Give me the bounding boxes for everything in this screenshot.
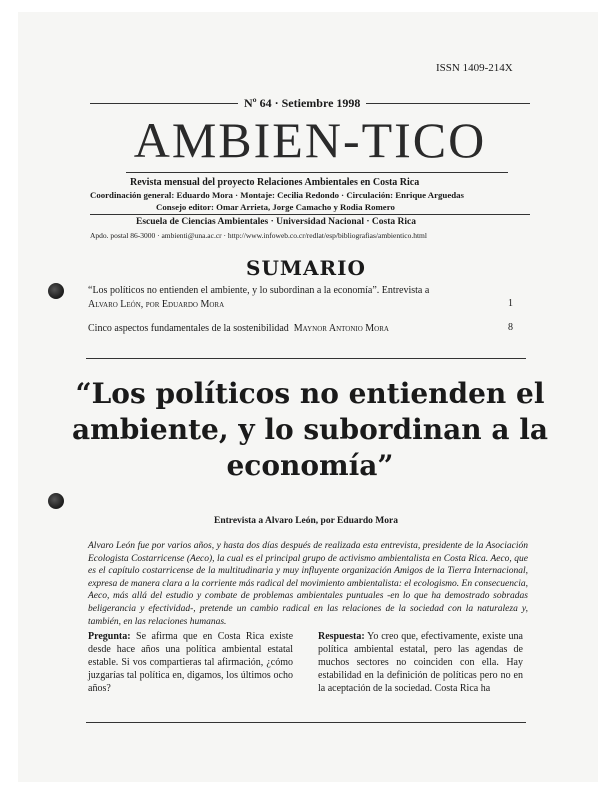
toc-item-page: 1: [508, 298, 513, 309]
punch-hole-top: [48, 283, 64, 299]
answer-label: Respuesta:: [318, 631, 365, 642]
issue-number-date: Nº 64 · Setiembre 1998: [238, 96, 366, 111]
masthead-title: AMBIEN-TICO: [133, 112, 487, 168]
article-title-line: ambiente, y lo subordinan a la: [71, 413, 549, 446]
toc-item-title: “Los políticos no entienden el ambiente, y lo subordinan a la economía”. Entrevista a: [88, 285, 430, 296]
footer-rule: [86, 722, 526, 723]
contact-line: Apdo. postal 86-3000 · ambienti@una.ac.cr · http://www.infoweb.co.cr/redlat/esp/bibliografias/ambientico.html: [90, 231, 427, 240]
issue-line: [90, 96, 530, 110]
punch-hole-bottom: [48, 493, 64, 509]
question-column: [88, 630, 293, 695]
credits-editorial-board: Consejo editor: Omar Arrieta, Jorge Camacho y Rodia Romero: [156, 202, 395, 212]
answer-column: [318, 630, 523, 695]
toc-item-interview[interactable]: [88, 284, 488, 312]
article-title-line: “Los políticos no entienden el: [75, 377, 545, 410]
answer-text: Yo creo que, efectivamente, existe una política ambiental estatal, pero las agendas de muchos sectores no coinciden con ella. Hay estabilidad en la definición de políticas pero no en la aceptación de la sociedad. Costa Rica ha: [318, 631, 523, 694]
school-line: Escuela de Ciencias Ambientales · Universidad Nacional · Costa Rica: [136, 217, 416, 227]
article-byline: Entrevista a Alvaro León, por Eduardo Mora: [214, 516, 398, 526]
toc-item-sostenibilidad[interactable]: [88, 322, 488, 336]
credits-rule: [90, 214, 530, 215]
issn: ISSN 1409-214X: [436, 62, 513, 74]
toc-item-title: Cinco aspectos fundamentales de la sostenibilidad: [88, 323, 289, 334]
sumario-heading: SUMARIO: [246, 256, 366, 280]
toc-item-author: Alvaro León, por Eduardo Mora: [88, 299, 225, 310]
question-text: Se afirma que en Costa Rica existe desde hace años una política ambiental estatal estable. Si vos compartieras tal afirmación, ¿cómo juzgarías tal política en, digamos, los últimos ocho años?: [88, 631, 294, 694]
article-title: [70, 376, 550, 484]
sumario-rule: [86, 358, 526, 359]
article-title-line: economía”: [226, 449, 394, 482]
journal-subtitle: Revista mensual del proyecto Relaciones Ambientales en Costa Rica: [130, 177, 420, 188]
masthead-rule: [126, 172, 508, 173]
article-intro: Alvaro León fue por varios años, y hasta dos días después de realizada esta entrevista, presidente de la Asociación Ecologista Costarricense (Aeco), la cual es el principal grupo de activismo ambientalista en Costa Rica. Aeco, que es el capítulo costarricense de la multitudinaria y muy influyente organización Amigos de la Tierra Internacional, expresa de manera clara a la corriente más radical del movimiento ambientalista: el ecologismo. En consecuencia, Aeco, más allá del estudio y combate de problemas ambientales puntuales -en lo que ha demostrado sobradas beligerancia y efectividad-, pretende un cambio radical en las relaciones de la sociedad con la naturaleza y, también, en las relaciones humanas.: [88, 541, 528, 627]
credits-coordination: Coordinación general: Eduardo Mora · Montaje: Cecilia Redondo · Circulación: Enrique Arguedas: [90, 190, 464, 200]
question-label: Pregunta:: [88, 631, 131, 642]
toc-item-page: 8: [508, 322, 513, 333]
toc-item-author: Maynor Antonio Mora: [293, 323, 389, 334]
